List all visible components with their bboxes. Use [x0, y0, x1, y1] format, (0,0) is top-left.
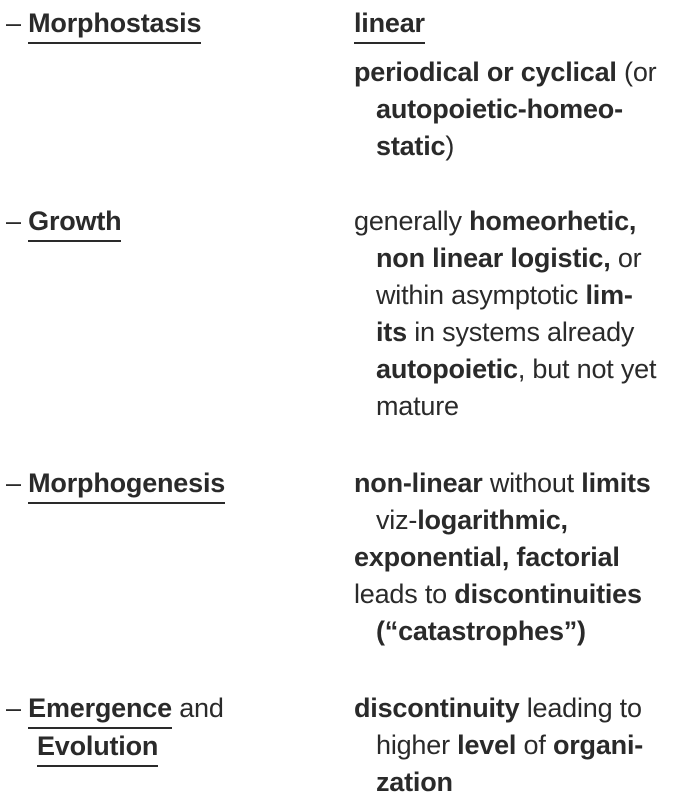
term-dash: –	[6, 206, 21, 236]
desc-line: non linear logistic, or	[376, 243, 642, 273]
desc-line: discontinuity leading to	[354, 693, 642, 723]
desc-line: mature	[376, 391, 459, 421]
term-dash: –	[6, 468, 21, 498]
desc-emergence-evolution	[354, 689, 676, 800]
desc-line: periodical or cyclical (or	[354, 57, 657, 87]
desc-line: (“catastrophes”)	[376, 616, 586, 646]
desc-morphostasis	[354, 4, 676, 164]
desc-line: higher level of organi-	[376, 730, 644, 760]
desc-line: leads to discontinuities	[354, 579, 642, 609]
desc-growth	[354, 202, 676, 424]
desc-line: its in systems already	[376, 317, 635, 347]
term-name: Growth	[28, 204, 121, 242]
term-name: Emergence	[28, 691, 172, 729]
desc-line: autopoietic-homeo-	[376, 94, 623, 124]
desc-line: non-linear without limits	[354, 468, 651, 498]
desc-line: generally homeorhetic,	[354, 206, 637, 236]
term-emergence-evolution	[6, 689, 224, 765]
term-name-2: Evolution	[37, 729, 158, 767]
desc-line: exponential, factorial	[354, 542, 620, 572]
desc-line: zation	[376, 767, 453, 797]
term-morphogenesis	[6, 464, 225, 502]
desc-line: autopoietic, but not yet	[376, 354, 657, 384]
term-growth	[6, 202, 121, 240]
term-name: Morphogenesis	[28, 466, 225, 504]
desc-line: within asymptotic lim-	[376, 280, 633, 310]
term-suffix: and	[171, 693, 224, 723]
desc-line: linear	[354, 4, 676, 41]
term-dash: –	[6, 8, 21, 38]
desc-morphogenesis	[354, 464, 676, 649]
term-name: Morphostasis	[28, 6, 201, 44]
term-morphostasis	[6, 4, 201, 42]
desc-line: viz-logarithmic,	[376, 505, 568, 535]
term-dash: –	[6, 693, 21, 723]
desc-line: static)	[376, 131, 455, 161]
